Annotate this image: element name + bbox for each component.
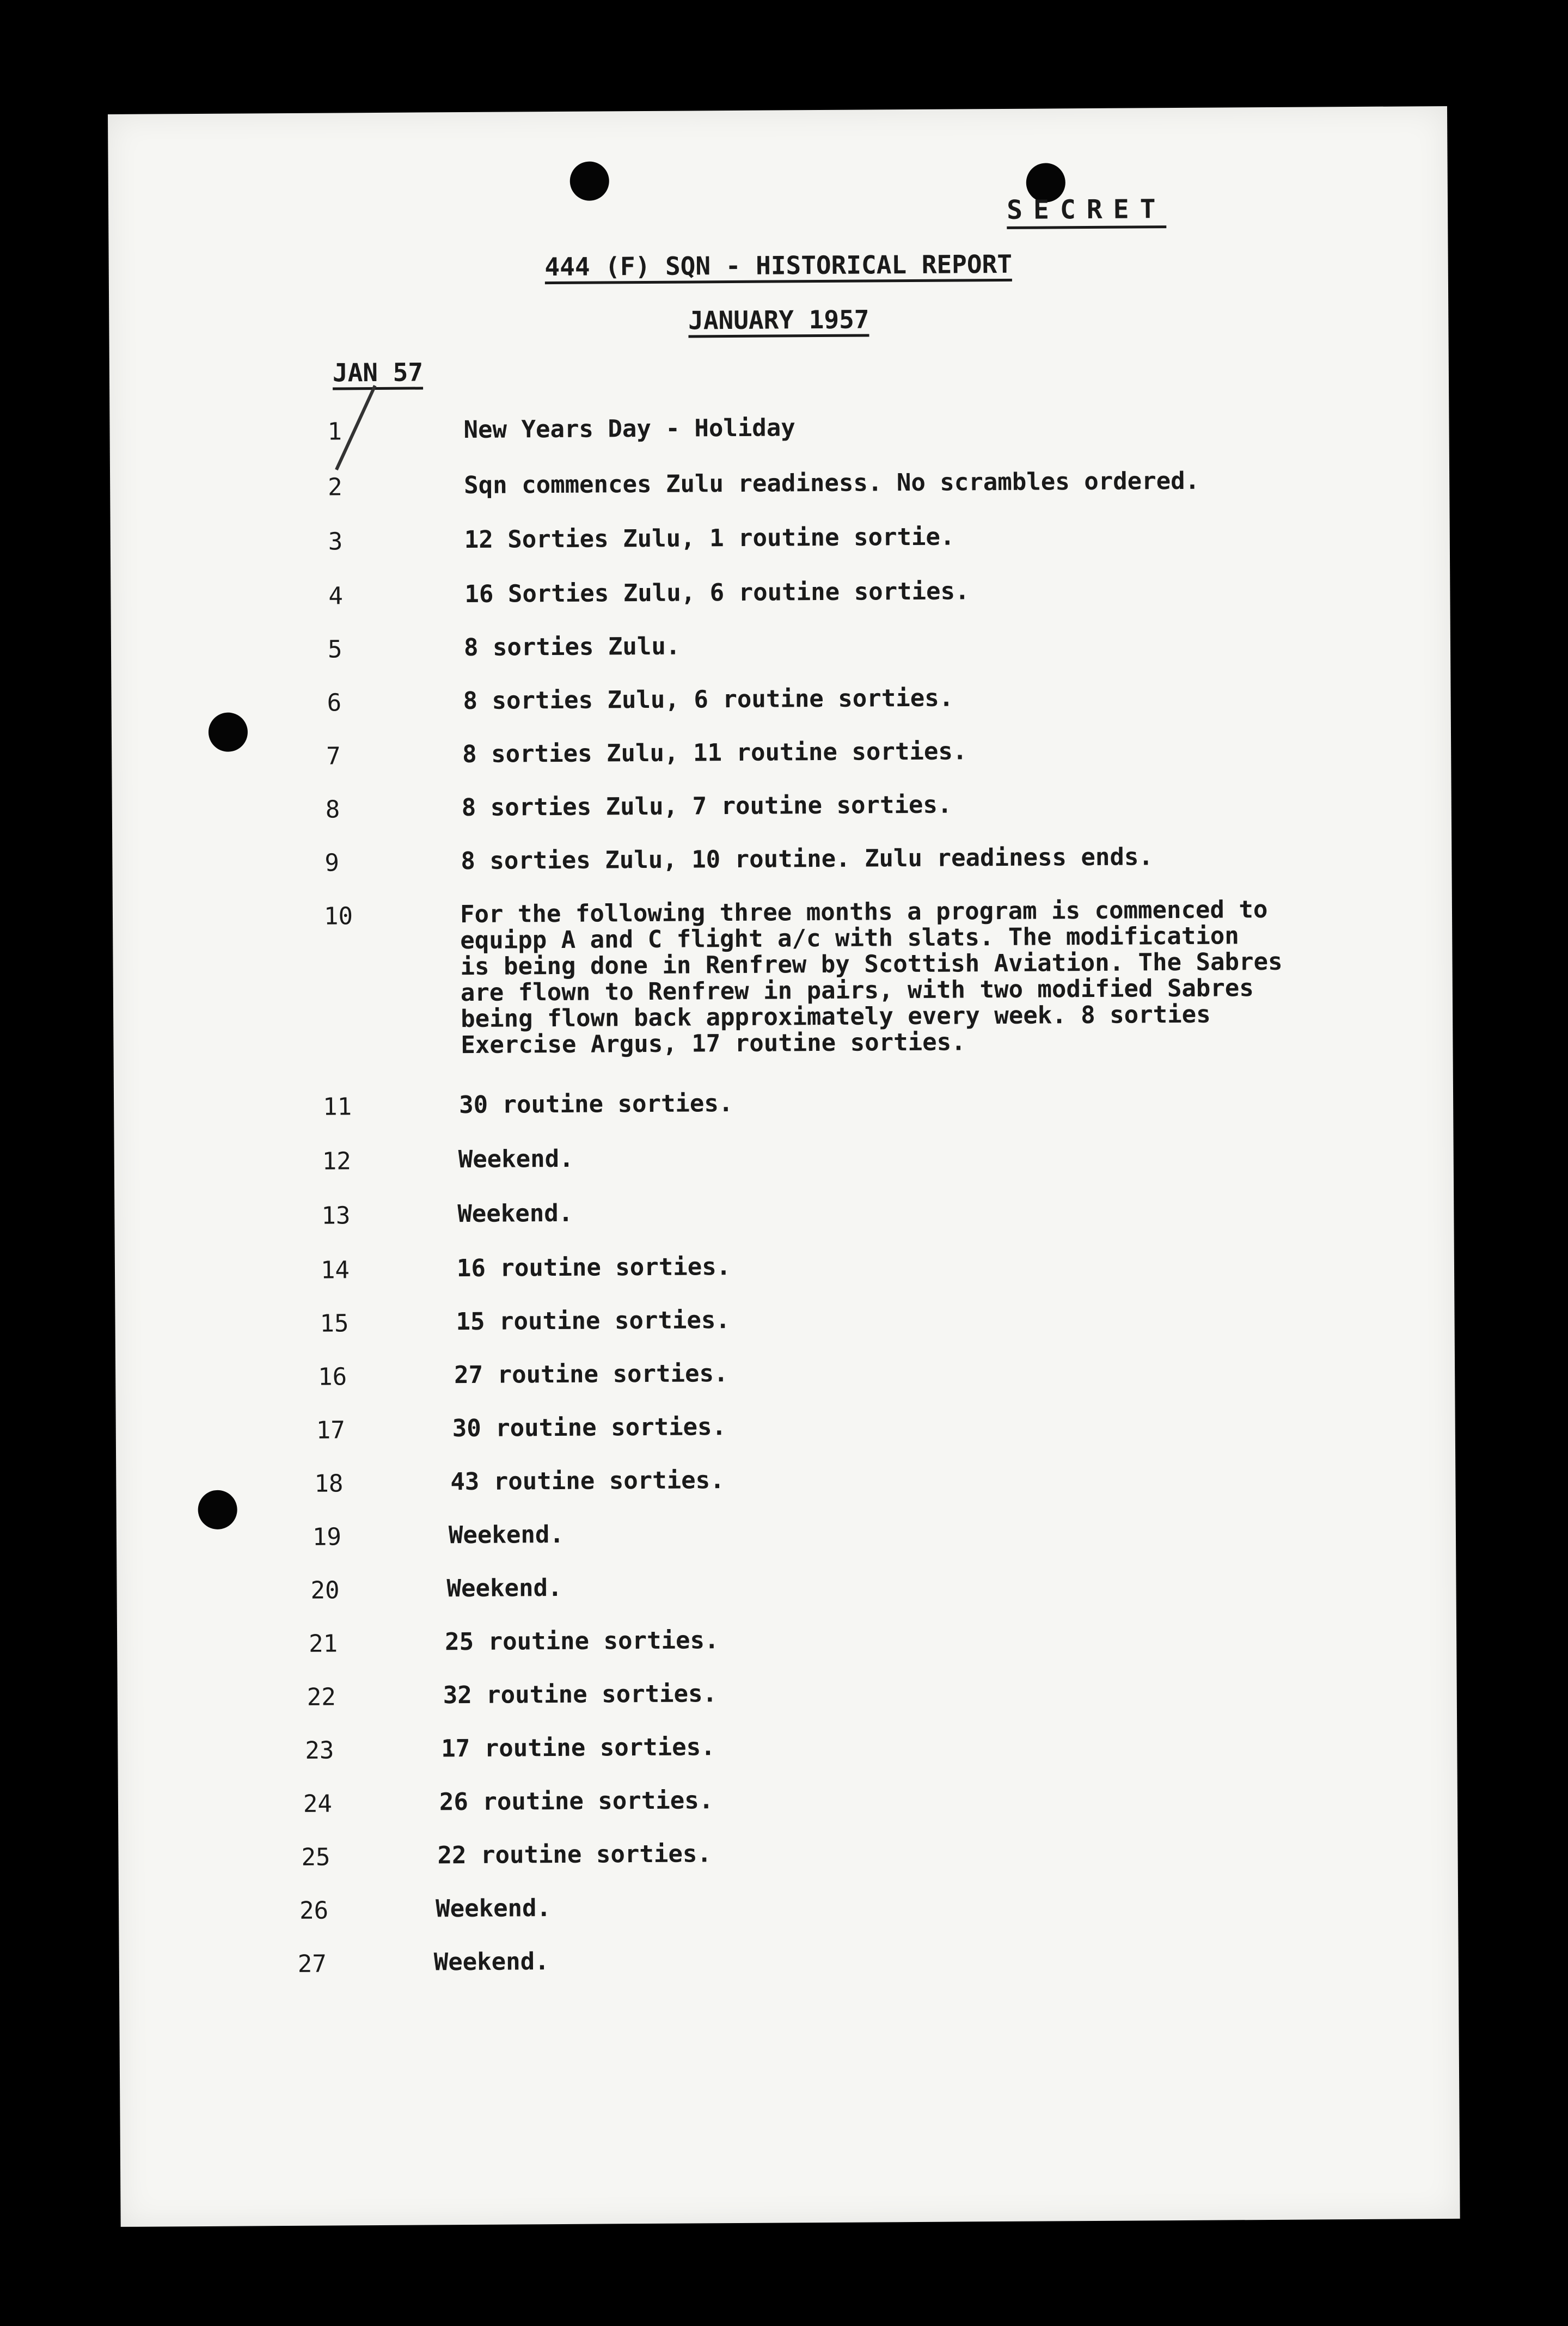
entry-day: 15	[320, 1309, 349, 1338]
entry-day: 24	[303, 1790, 333, 1818]
entry-text: Weekend.	[435, 1894, 552, 1923]
entry-text: 26 routine sorties.	[439, 1786, 714, 1816]
entry-text: Sqn commences Zulu readiness. No scrambles ordered.	[464, 467, 1200, 500]
entry-day: 19	[312, 1523, 342, 1551]
entry-day: 25	[301, 1843, 330, 1871]
month-heading-text: JAN 57	[333, 357, 424, 390]
entry-day: 2	[328, 473, 342, 501]
entry-text: 27 routine sorties.	[454, 1360, 728, 1390]
list-item	[328, 524, 955, 556]
list-item	[310, 1575, 562, 1605]
list-item	[322, 1146, 574, 1176]
entry-day: 27	[297, 1950, 327, 1978]
entry-text: 32 routine sorties.	[443, 1680, 718, 1710]
entry-text: 8 sorties Zulu, 7 routine sorties.	[461, 791, 952, 822]
entry-day: 20	[310, 1576, 340, 1605]
list-item	[299, 1895, 551, 1925]
entry-text: 8 sorties Zulu, 10 routine. Zulu readiness ends.	[461, 843, 1154, 876]
list-item	[298, 1949, 549, 1978]
entry-text: Weekend.	[448, 1520, 565, 1550]
entry-day: 14	[320, 1256, 350, 1284]
entry-day: 4	[328, 582, 344, 610]
entry-text: 30 routine sorties.	[458, 1089, 733, 1119]
entry-day: 9	[324, 849, 340, 877]
entry-text: For the following three months a program is commenced to equipp A and C flight a/c with slats. The modification is being done in Renfrew by Scottish Aviation. The Sabres are flown to Renfrew in pairs, with two modified Sabres being flown back approximately every week. 8 sorties Exercise Argus, 17 routine sorties.	[460, 896, 1283, 1060]
list-item	[326, 792, 952, 824]
entry-day: 8	[325, 795, 340, 824]
entry-text: Weekend.	[446, 1574, 562, 1603]
entry-day: 13	[321, 1202, 351, 1230]
list-item	[301, 1841, 712, 1871]
entry-day: 11	[322, 1093, 352, 1121]
entry-day: 3	[328, 528, 343, 556]
entry-text: Weekend.	[433, 1948, 549, 1976]
entry-text: 8 sorties Zulu, 6 routine sorties.	[463, 684, 954, 715]
list-item	[320, 1307, 730, 1338]
list-item	[328, 578, 969, 610]
list-item	[318, 1361, 728, 1391]
list-item	[324, 844, 1153, 877]
classification-marking: SECRET	[1007, 194, 1167, 229]
entry-text: Weekend.	[457, 1199, 573, 1228]
entry-day: 26	[299, 1896, 329, 1925]
list-item	[314, 1467, 725, 1498]
list-item	[313, 1522, 564, 1551]
entry-text: 8 sorties Zulu, 11 routine sorties.	[462, 737, 967, 769]
entry-day: 7	[326, 742, 341, 770]
entry-text: Weekend.	[458, 1144, 574, 1174]
list-item	[321, 1201, 573, 1230]
list-item	[323, 1091, 733, 1121]
entry-day: 10	[323, 902, 353, 931]
entry-day: 23	[305, 1736, 334, 1765]
list-item	[303, 1788, 714, 1818]
entry-text: 25 routine sorties.	[444, 1626, 719, 1656]
entry-day: 17	[316, 1416, 345, 1444]
entry-day: 16	[318, 1363, 347, 1391]
report-period-text: JANUARY 1957	[688, 304, 869, 338]
entry-text: 16 Sorties Zulu, 6 routine sorties.	[464, 577, 970, 609]
entry-day: 6	[327, 689, 342, 717]
list-item	[305, 1734, 715, 1765]
entry-text: 16 routine sorties.	[456, 1253, 731, 1283]
entry-text: New Years Day - Holiday	[463, 414, 795, 444]
entry-day: 5	[327, 635, 342, 664]
list-item	[328, 468, 1199, 501]
list-item	[307, 1681, 718, 1711]
daily-entries-list	[108, 106, 1460, 2227]
document-page	[108, 106, 1460, 2227]
entry-day: 1	[327, 418, 342, 446]
list-item	[327, 685, 953, 717]
report-title-text: 444 (F) SQN - HISTORICAL REPORT	[544, 249, 1012, 284]
entry-text: 17 routine sorties.	[441, 1733, 715, 1763]
list-item	[327, 415, 795, 445]
list-item	[326, 738, 967, 770]
entry-text: 30 routine sorties.	[452, 1413, 727, 1443]
entry-day: 22	[307, 1683, 336, 1711]
entry-day: 18	[314, 1470, 344, 1498]
entry-text: 15 routine sorties.	[456, 1306, 731, 1336]
entry-day: 21	[309, 1630, 338, 1658]
list-item	[321, 1254, 731, 1284]
list-item	[316, 1414, 727, 1444]
entry-text: 43 routine sorties.	[450, 1466, 725, 1496]
list-item	[328, 634, 681, 664]
entry-day: 12	[322, 1147, 351, 1176]
list-item	[309, 1627, 719, 1658]
entry-text: 8 sorties Zulu.	[463, 632, 681, 662]
entry-text: 22 routine sorties.	[437, 1840, 712, 1870]
list-item	[324, 897, 1283, 1060]
entry-text: 12 Sorties Zulu, 1 routine sortie.	[464, 523, 955, 554]
